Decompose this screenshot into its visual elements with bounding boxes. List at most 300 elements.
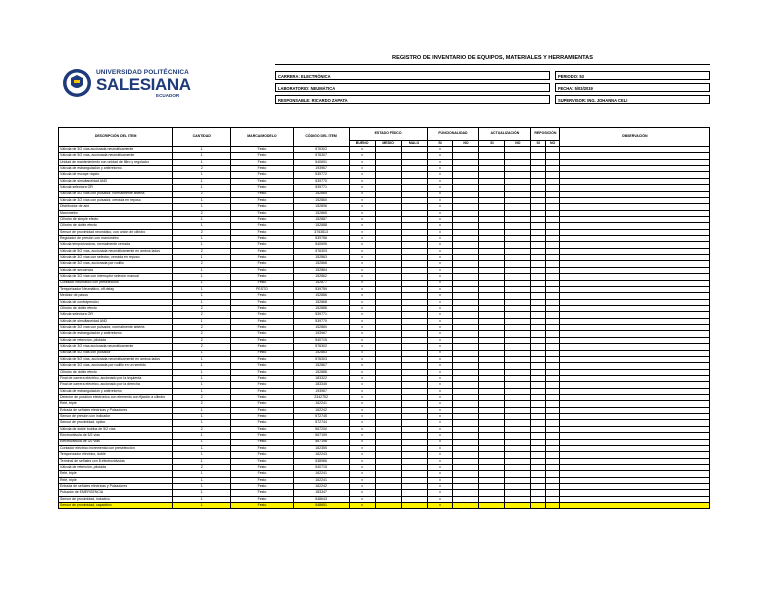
header-func-no: NO [453, 141, 479, 147]
cell-cantidad: 1 [173, 496, 231, 502]
cell-codigo: 193967 [293, 166, 349, 172]
carrera-field: CARRERA: ELECTRÓNICA [275, 71, 550, 80]
cell-marca: Festo [231, 382, 293, 388]
cell-cantidad: 2 [173, 337, 231, 343]
cell-marca: Festo [231, 407, 293, 413]
cell-marca: Festo [231, 464, 293, 470]
cell-cantidad: 2 [173, 248, 231, 254]
cell-cantidad: 1 [173, 159, 231, 165]
cell-cantidad: 2 [173, 191, 231, 197]
cell-rep-si [531, 503, 546, 509]
cell-marca: Festo [231, 318, 293, 324]
cell-codigo: 193967 [293, 388, 349, 394]
cell-func-si: x [427, 159, 453, 165]
cell-codigo: 162242 [293, 484, 349, 490]
cell-codigo: 152865 [293, 210, 349, 216]
cell-codigo: 572744 [293, 420, 349, 426]
cell-descripcion: Temporizador eléctrico, doble [59, 452, 173, 458]
cell-cantidad: 1 [173, 216, 231, 222]
cell-bueno: x [349, 452, 375, 458]
header-reposicion: REPOSICIÓN [531, 128, 560, 141]
cell-codigo: 567200 [293, 426, 349, 432]
cell-bueno: x [349, 464, 375, 470]
cell-func-si: x [427, 185, 453, 191]
ups-logo [60, 68, 190, 106]
cell-codigo: 539759 [293, 286, 349, 292]
cell-bueno: x [349, 255, 375, 261]
cell-descripcion: Válvula de simultaneidad AND [59, 178, 173, 184]
cell-func-si: x [427, 401, 453, 407]
cell-func-si: x [427, 191, 453, 197]
cell-marca: Festo [231, 375, 293, 381]
cell-func-si: x [427, 414, 453, 420]
cell-cantidad: 1 [173, 242, 231, 248]
cell-descripcion: Válvula de contrapresión [59, 299, 173, 305]
header-codigo: CÓDIGO DEL ITEM [293, 128, 349, 147]
cell-cantidad: 1 [173, 267, 231, 273]
cell-marca: Festo [231, 210, 293, 216]
cell-rep-no [545, 503, 560, 509]
cell-descripcion: Válvula de simultaneidad AND [59, 318, 173, 324]
cell-descripcion: Detector de posición electrónico con elemento con fijación a cilindro [59, 395, 173, 401]
logo-salesiana-text: SALESIANA [96, 75, 191, 94]
cell-cantidad: 1 [173, 236, 231, 242]
cell-func-si: x [427, 363, 453, 369]
cell-cantidad: 1 [173, 375, 231, 381]
cell-bueno: x [349, 166, 375, 172]
cell-codigo: 539756 [293, 236, 349, 242]
cell-descripcion: Válvula de estrangulación y antirretorno [59, 388, 173, 394]
cell-descripcion: Válvula de estrangulación y antirretorno [59, 331, 173, 337]
cell-descripcion: Válvula selectora OR [59, 312, 173, 318]
cell-bueno: x [349, 395, 375, 401]
cell-codigo: 539771 [293, 312, 349, 318]
cell-marca: Festo [231, 274, 293, 280]
cell-descripcion: Válvula de secuencia [59, 267, 173, 273]
cell-descripcion: Distribuidor de aire [59, 204, 173, 210]
cell-cantidad: 1 [173, 286, 231, 292]
cell-func-si: x [427, 153, 453, 159]
cell-cantidad: 2 [173, 325, 231, 331]
cell-descripcion: Relé, triple [59, 471, 173, 477]
cell-codigo: 152888 [293, 223, 349, 229]
cell-marca: Festo [231, 452, 293, 458]
cell-marca: Festo [231, 305, 293, 311]
cell-cantidad: 1 [173, 458, 231, 464]
inventory-rows [59, 147, 710, 509]
cell-marca: Festo [231, 261, 293, 267]
cell-codigo: 183347 [293, 490, 349, 496]
header-rep-no: NO [545, 141, 560, 147]
cell-codigo: 183322 [293, 375, 349, 381]
cell-codigo: 152865 [293, 191, 349, 197]
cell-bueno: x [349, 477, 375, 483]
cell-cantidad: 2 [173, 344, 231, 350]
cell-func-si: x [427, 255, 453, 261]
cell-func-si: x [427, 375, 453, 381]
cell-marca: Festo [231, 477, 293, 483]
cell-bueno: x [349, 274, 375, 280]
cell-codigo: 540715 [293, 464, 349, 470]
cell-marca: Festo [231, 426, 293, 432]
cell-bueno: x [349, 433, 375, 439]
cell-marca: Festo [231, 420, 293, 426]
header-descripcion: DESCRIPCIÓN DEL ITEM [59, 128, 173, 147]
cell-codigo: 576302 [293, 147, 349, 153]
cell-bueno: x [349, 490, 375, 496]
cell-cantidad: 1 [173, 363, 231, 369]
cell-marca: Festo [231, 280, 293, 286]
cell-marca: Festo [231, 369, 293, 375]
cell-marca: Festo [231, 490, 293, 496]
cell-observacion [560, 503, 710, 509]
cell-func-si: x [427, 356, 453, 362]
cell-func-si: x [427, 147, 453, 153]
cell-marca: Festo [231, 147, 293, 153]
cell-codigo: 548651 [293, 503, 349, 509]
cell-bueno: x [349, 426, 375, 432]
cell-cantidad: 1 [173, 369, 231, 375]
cell-descripcion: Válvula de 3/2 vías con selector, cerrada en reposo [59, 255, 173, 261]
cell-func-si: x [427, 223, 453, 229]
cell-codigo: 162241 [293, 471, 349, 477]
cell-func-si: x [427, 496, 453, 502]
cell-bueno: x [349, 414, 375, 420]
cell-descripcion: Válvula de 3/2 vías con pulsador, cerrada en reposo [59, 197, 173, 203]
cell-descripcion: Válvula de 5/2 vías, accionada neumáticamente en ambos lados [59, 248, 173, 254]
cell-marca: Festo [231, 471, 293, 477]
cell-bueno: x [349, 147, 375, 153]
cell-bueno: x [349, 356, 375, 362]
cell-descripcion: Electroválvula de 3/2 vías [59, 439, 173, 445]
cell-bueno: x [349, 261, 375, 267]
header-medio: MEDIO [375, 141, 401, 147]
cell-bueno: x [349, 210, 375, 216]
cell-func-si: x [427, 248, 453, 254]
cell-codigo: 162241 [293, 401, 349, 407]
cell-func-si: x [427, 210, 453, 216]
cell-codigo: 539771 [293, 185, 349, 191]
cell-marca: Festo [231, 191, 293, 197]
cell-bueno: x [349, 407, 375, 413]
cell-descripcion: Electroválvula de 5/2 vías [59, 433, 173, 439]
cell-descripcion: Válvula de estrangulación y antirretorno [59, 166, 173, 172]
cell-marca: Festo [231, 236, 293, 242]
cell-descripcion: Contador eléctrico incremental con preselección [59, 445, 173, 451]
cell-func-si: x [427, 477, 453, 483]
inventory-table [58, 127, 710, 509]
cell-func-si: x [427, 318, 453, 324]
cell-func-si: x [427, 382, 453, 388]
cell-func-si: x [427, 172, 453, 178]
cell-descripcion: Válvula de retención, pilotada [59, 337, 173, 343]
cell-bueno: x [349, 445, 375, 451]
cell-func-si: x [427, 503, 453, 509]
header-actualizacion: ACTUALIZACIÓN [479, 128, 531, 141]
header-bueno: BUENO [349, 141, 375, 147]
cell-descripcion: Válvula de doble bobina de 5/2 vías [59, 426, 173, 432]
cell-codigo: 152868 [293, 299, 349, 305]
cell-cantidad: 1 [173, 471, 231, 477]
cell-act-no [505, 503, 531, 509]
cell-bueno: x [349, 458, 375, 464]
cell-cantidad: 1 [173, 293, 231, 299]
cell-codigo: 152888 [293, 305, 349, 311]
cell-func-si: x [427, 452, 453, 458]
cell-marca: Festo [231, 331, 293, 337]
cell-descripcion: Pulsador de EMERGENCIA [59, 490, 173, 496]
cell-codigo: 152896 [293, 204, 349, 210]
cell-bueno: x [349, 312, 375, 318]
cell-codigo: 152877 [293, 280, 349, 286]
cell-marca: Festo [231, 172, 293, 178]
cell-descripcion: Válvula temporizadora, normalmente cerrada [59, 242, 173, 248]
cell-descripcion: Cilindro de simple efecto [59, 216, 173, 222]
cell-cantidad: 1 [173, 414, 231, 420]
cell-codigo: 548643 [293, 496, 349, 502]
cell-cantidad: 2 [173, 210, 231, 216]
cell-marca: Festo [231, 445, 293, 451]
cell-cantidad: 2 [173, 426, 231, 432]
cell-func-si: x [427, 445, 453, 451]
cell-codigo: 567199 [293, 433, 349, 439]
cell-bueno: x [349, 267, 375, 273]
cell-marca: Festo [231, 204, 293, 210]
cell-func-si: x [427, 439, 453, 445]
cell-codigo: 540715 [293, 337, 349, 343]
cell-codigo: 576303 [293, 356, 349, 362]
cell-marca: Festo [231, 267, 293, 273]
cell-descripcion: Válvula de 3/2 vías accionada neumáticamente [59, 344, 173, 350]
responsable-field: RESPONSABLE: RICARDO ZAPATA [275, 95, 550, 104]
cell-func-si: x [427, 407, 453, 413]
cell-func-si: x [427, 388, 453, 394]
logo-university-text: UNIVERSIDAD POLITÉCNICA [96, 69, 189, 76]
cell-bueno: x [349, 248, 375, 254]
cell-descripcion: Cilindro de doble efecto [59, 369, 173, 375]
cell-descripcion: Manómetro [59, 210, 173, 216]
cell-marca: Festo [231, 439, 293, 445]
document-title: REGISTRO DE INVENTARIO DE EQUIPOS, MATERIALES Y HERRAMIENTAS [275, 52, 710, 65]
cell-func-si: x [427, 280, 453, 286]
cell-descripcion: Válvula de 5/2 vías con pulsador [59, 350, 173, 356]
cell-descripcion: Válvula de 5/2 vías con pulsador, normalmente abierta [59, 191, 173, 197]
cell-func-si: x [427, 261, 453, 267]
cell-descripcion: Relé, triple [59, 401, 173, 407]
cell-marca: Festo [231, 185, 293, 191]
cell-func-si: x [427, 166, 453, 172]
periodo-field: PERIODO: 53 [555, 71, 710, 80]
cell-codigo: 576307 [293, 153, 349, 159]
cell-cantidad: 2 [173, 166, 231, 172]
cell-codigo: 152863 [293, 350, 349, 356]
cell-cantidad: 1 [173, 274, 231, 280]
cell-cantidad: 1 [173, 255, 231, 261]
cell-codigo: 540691 [293, 159, 349, 165]
cell-bueno: x [349, 318, 375, 324]
cell-marca: Festo [231, 153, 293, 159]
cell-func-si: x [427, 395, 453, 401]
header-cantidad: CANTIDAD [173, 128, 231, 147]
cell-descripcion: Válvula de 3/2 vías accionada neumáticamente [59, 147, 173, 153]
logo-ecuador-text: ECUADOR [156, 93, 180, 98]
cell-cantidad: 2 [173, 401, 231, 407]
cell-cantidad: 1 [173, 204, 231, 210]
cell-codigo: 152884 [293, 267, 349, 273]
cell-descripcion: Válvula de 5/2 vías, accionada neumáticamente [59, 153, 173, 159]
cell-func-si: x [427, 274, 453, 280]
cell-descripcion: Válvula de 3/2 vías, accionada por rodillo [59, 261, 173, 267]
cell-descripcion: Sensor de proximidad, capacitivo [59, 503, 173, 509]
cell-cantidad: 1 [173, 490, 231, 496]
cell-bueno: x [349, 375, 375, 381]
cell-marca: Festo [231, 166, 293, 172]
cell-bueno: x [349, 216, 375, 222]
cell-bueno: x [349, 242, 375, 248]
cell-marca: Festo [231, 496, 293, 502]
cell-descripcion: Válvula selectora OR [59, 185, 173, 191]
cell-marca: Festo [231, 484, 293, 490]
cell-func-si: x [427, 420, 453, 426]
cell-marca: Festo [231, 503, 293, 509]
cell-bueno: x [349, 178, 375, 184]
cell-func-si: x [427, 242, 453, 248]
cell-func-si: x [427, 178, 453, 184]
ups-emblem-icon [62, 68, 92, 98]
cell-bueno: x [349, 229, 375, 235]
cell-bueno: x [349, 172, 375, 178]
cell-bueno: x [349, 331, 375, 337]
cell-func-si: x [427, 267, 453, 273]
cell-descripcion: Cilindro de doble efecto [59, 305, 173, 311]
cell-func-si: x [427, 197, 453, 203]
cell-cantidad: 1 [173, 197, 231, 203]
cell-marca: Festo [231, 293, 293, 299]
cell-func-si: x [427, 299, 453, 305]
cell-bueno: x [349, 496, 375, 502]
cell-bueno: x [349, 280, 375, 286]
fecha-field: FECHA: 5/03/2019 [555, 83, 710, 92]
cell-marca: Festo [231, 356, 293, 362]
cell-codigo: 162355 [293, 445, 349, 451]
cell-codigo: 539772 [293, 172, 349, 178]
cell-codigo: 152887 [293, 216, 349, 222]
cell-bueno: x [349, 286, 375, 292]
cell-bueno: x [349, 159, 375, 165]
cell-cantidad: 1 [173, 484, 231, 490]
cell-medio [375, 503, 401, 509]
cell-cantidad: 1 [173, 318, 231, 324]
cell-func-si: x [427, 484, 453, 490]
header-estado-fisico: ESTADO FÍSICO [349, 128, 427, 141]
cell-codigo: 152860 [293, 325, 349, 331]
cell-marca: Festo [231, 197, 293, 203]
cell-func-si: x [427, 458, 453, 464]
cell-descripcion: Unidad de mantenimiento con unidad de filtro y regulador [59, 159, 173, 165]
cell-codigo: 152866 [293, 261, 349, 267]
cell-marca: FESTO [231, 286, 293, 292]
cell-codigo: 152860 [293, 197, 349, 203]
cell-bueno: x [349, 204, 375, 210]
cell-bueno: x [349, 439, 375, 445]
cell-marca: Festo [231, 242, 293, 248]
cell-marca: Festo [231, 337, 293, 343]
cell-bueno: x [349, 503, 375, 509]
header-act-no: NO [505, 141, 531, 147]
cell-func-si: x [427, 204, 453, 210]
cell-descripcion: Sensor de proximidad neumático, con unión de cilindro [59, 229, 173, 235]
cell-marca: Festo [231, 395, 293, 401]
cell-bueno: x [349, 299, 375, 305]
cell-func-si: x [427, 216, 453, 222]
cell-codigo: 152886 [293, 293, 349, 299]
cell-descripcion: Válvula de escape rápido [59, 172, 173, 178]
cell-codigo: 538986 [293, 458, 349, 464]
cell-codigo: 152888 [293, 369, 349, 375]
cell-descripcion: Medidor de pasos [59, 293, 173, 299]
laboratorio-field: LABORATORIO: NEUMÁTICA [275, 83, 550, 92]
cell-codigo: 539770 [293, 178, 349, 184]
cell-bueno: x [349, 401, 375, 407]
header-rep-si: SI [531, 141, 546, 147]
cell-bueno: x [349, 236, 375, 242]
cell-descripcion: Válvula de 5/2 vías, accionada neumáticamente en ambos lados [59, 356, 173, 362]
cell-func-si: x [427, 369, 453, 375]
cell-codigo: 152867 [293, 363, 349, 369]
cell-bueno: x [349, 382, 375, 388]
cell-cantidad: 1 [173, 388, 231, 394]
header-act-si: SI [479, 141, 505, 147]
cell-cantidad: 2 [173, 312, 231, 318]
cell-descripcion: Válvula de 3/2 vías con pulsador, normalmente abierta [59, 325, 173, 331]
table-row [59, 503, 710, 509]
header-observacion: OBSERVACIÓN [560, 128, 710, 147]
cell-descripcion: Cilindro de doble efecto [59, 223, 173, 229]
cell-func-si: x [427, 464, 453, 470]
cell-bueno: x [349, 153, 375, 159]
cell-descripcion: Sensor de proximidad, óptico [59, 420, 173, 426]
cell-cantidad: 1 [173, 350, 231, 356]
cell-marca: Festo [231, 350, 293, 356]
cell-act-si [479, 503, 505, 509]
cell-cantidad: 1 [173, 223, 231, 229]
cell-func-si: x [427, 325, 453, 331]
cell-cantidad: 1 [173, 503, 231, 509]
cell-bueno: x [349, 471, 375, 477]
cell-marca: Festo [231, 299, 293, 305]
cell-func-si: x [427, 426, 453, 432]
cell-cantidad: 1 [173, 420, 231, 426]
cell-cantidad: 1 [173, 280, 231, 286]
cell-descripcion: Temporizador Neumático, off delay [59, 286, 173, 292]
cell-codigo: 576303 [293, 248, 349, 254]
cell-marca: Festo [231, 344, 293, 350]
cell-descripcion: Final de carrera eléctrico, accionado por la izquierda [59, 375, 173, 381]
cell-marca: Festo [231, 229, 293, 235]
cell-marca: Festo [231, 248, 293, 254]
cell-malo [401, 503, 427, 509]
cell-bueno: x [349, 305, 375, 311]
cell-codigo: 152863 [293, 255, 349, 261]
cell-codigo: 2342752 [293, 395, 349, 401]
cell-marca: Festo [231, 363, 293, 369]
cell-codigo: 539770 [293, 318, 349, 324]
supervisor-field: SUPERVISOR: ING. JOHANNA CELI [555, 95, 710, 104]
cell-descripcion: Terminal de señales con 8 electroválvulas [59, 458, 173, 464]
cell-bueno: x [349, 363, 375, 369]
header-funcionalidad: FUNCIONALIDAD [427, 128, 479, 141]
cell-cantidad: 1 [173, 433, 231, 439]
